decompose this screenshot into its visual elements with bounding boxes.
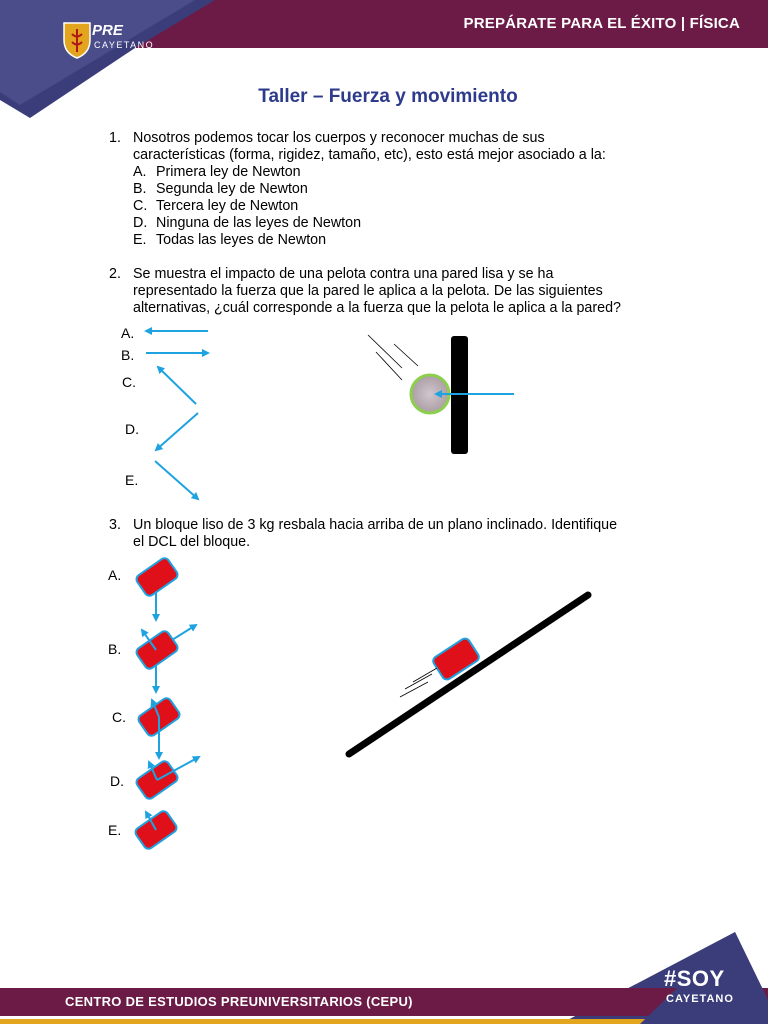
question-3-number: 3. — [109, 517, 121, 533]
q3-option-a-label[interactable]: A. — [108, 567, 122, 583]
page-title: Taller – Fuerza y movimiento — [258, 86, 518, 107]
q1-option-a-text[interactable]: Primera ley de Newton — [156, 164, 301, 180]
q2-option-e-label[interactable]: E. — [125, 472, 139, 488]
q2-option-a-label[interactable]: A. — [121, 325, 135, 341]
question-2-line-1: Se muestra el impacto de una pelota contra una pared lisa y se ha — [133, 266, 554, 282]
badge-soy: #SOY — [664, 966, 725, 991]
q2-option-d-label[interactable]: D. — [125, 421, 139, 437]
q1-option-e-letter: E. — [133, 232, 147, 248]
q1-option-c-letter: C. — [133, 198, 148, 214]
badge-cayetano: CAYETANO — [666, 993, 734, 1005]
header-title: PREPÁRATE PARA EL ÉXITO | FÍSICA — [463, 15, 740, 32]
footer-text: CENTRO DE ESTUDIOS PREUNIVERSITARIOS (CEPU) — [65, 994, 413, 1009]
q1-option-b-letter: B. — [133, 181, 147, 197]
q2-option-b-label[interactable]: B. — [121, 347, 135, 363]
q1-option-c-text[interactable]: Tercera ley de Newton — [156, 198, 299, 214]
question-3-line-1: Un bloque liso de 3 kg resbala hacia arriba de un plano inclinado. Identifique — [133, 517, 618, 533]
question-1-line-1: Nosotros podemos tocar los cuerpos y reconocer muchas de sus — [133, 130, 545, 146]
q3-option-c-label[interactable]: C. — [112, 709, 126, 725]
question-1-number: 1. — [109, 130, 121, 146]
question-2-line-3: alternativas, ¿cuál corresponde a la fuerza que la pelota le aplica a la pared? — [133, 300, 621, 316]
q2-option-c-label[interactable]: C. — [122, 374, 136, 390]
logo-text-pre: PRE — [92, 22, 123, 39]
q1-option-d-text[interactable]: Ninguna de las leyes de Newton — [156, 215, 362, 231]
q1-option-b-text[interactable]: Segunda ley de Newton — [156, 181, 308, 197]
q1-option-e-text[interactable]: Todas las leyes de Newton — [156, 232, 327, 248]
question-2-line-2: representado la fuerza que la pared le aplica a la pelota. De las siguientes — [133, 283, 603, 299]
q1-option-d-letter: D. — [133, 215, 148, 231]
q3-option-e-label[interactable]: E. — [108, 822, 122, 838]
question-3-line-2: el DCL del bloque. — [133, 534, 251, 550]
q1-option-a-letter: A. — [133, 164, 147, 180]
q3-option-b-label[interactable]: B. — [108, 641, 122, 657]
question-1-line-2: características (forma, rigidez, tamaño, etc), esto está mejor asociado a la: — [133, 147, 606, 163]
logo-text-cayetano: CAYETANO — [94, 40, 155, 50]
question-2-number: 2. — [109, 266, 121, 282]
q3-option-d-label[interactable]: D. — [110, 773, 124, 789]
